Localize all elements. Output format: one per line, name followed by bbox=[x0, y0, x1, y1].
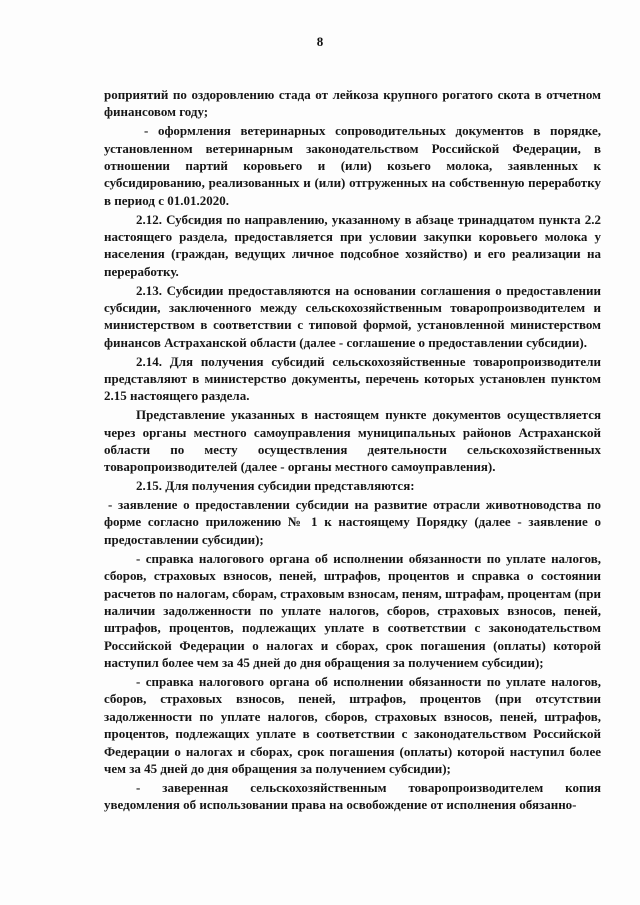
document-body bbox=[104, 86, 601, 815]
paragraph-vet-documents: - оформления ветеринарных сопроводительных документов в порядке, установленном ветеринарным законодательством Российской Федерации, в отношении партий коровьего и (или) козьего молока, заявленных к субсидированию, реализованных и (или) отгруженных на собственную переработку в период с 01.01.2020. bbox=[104, 123, 601, 208]
list-item-application: - заявление о предоставлении субсидии на развитие отрасли животноводства по форме согласно приложению № 1 к настоящему Порядку (далее - заявление о предоставлении субсидии); bbox=[104, 497, 601, 547]
page-number: 8 bbox=[316, 34, 324, 49]
paragraph-submission: Представление указанных в настоящем пункте документов осуществляется через органы местного самоуправления муниципальных районов Астраханской области по месту осуществления деятельности сельскохозяйственных товаропроизводителей (далее - органы местного самоуправления). bbox=[104, 407, 601, 475]
list-item-tax-certificate-no-debt: - справка налогового органа об исполнении обязанности по уплате налогов, сборов, страховых взносов, пеней, штрафов, процентов (при отсутствии задолженности по уплате налогов, сборов, страховых взносов, пеней, штрафов, процентов, подлежащих уплате в соответствии с законодательством Российской Федерации о налогах и сборах, срок погашения (оплаты) которой наступил более чем за 45 дней до дня обращения за получением субсидии); bbox=[104, 673, 601, 776]
paragraph-2-13: 2.13. Субсидии предоставляются на основании соглашения о предоставлении субсидии, заключенного между сельскохозяйственным товаропроизводителем и министерством в соответствии с типовой формой, установленной министерством финансов Астраханской области (далее - соглашение о предоставлении субсидии). bbox=[104, 282, 601, 350]
list-item-tax-certificate-with-debt: - справка налогового органа об исполнении обязанности по уплате налогов, сборов, страховых взносов, пеней, штрафов, процентов и справка о состоянии расчетов по налогам, сборам, страховым взносам, пеням, штрафам, процентам (при наличии задолженности по уплате налогов, сборов, страховых взносов, пеней, штрафов, процентов, подлежащих уплате в соответствии с законодательством Российской Федерации о налогах и сборах, срок погашения (оплаты) которой наступил более чем за 45 дней до дня обращения за получением субсидии); bbox=[104, 550, 601, 671]
list-item-notification-copy: - заверенная сельскохозяйственным товаропроизводителем копия уведомления об использовании права на освобождение от исполнения обязанно- bbox=[104, 779, 601, 813]
paragraph-2-14: 2.14. Для получения субсидий сельскохозяйственные товаропроизводители представляют в министерство документы, перечень которых установлен пунктом 2.15 настоящего раздела. bbox=[104, 353, 601, 404]
paragraph-2-12: 2.12. Субсидия по направлению, указанному в абзаце тринадцатом пункта 2.2 настоящего раздела, предоставляется при условии закупки коровьего молока у населения (граждан, ведущих личное подсобное хозяйство) и его реализации на переработку. bbox=[104, 211, 601, 279]
paragraph-continuation: роприятий по оздоровлению стада от лейкоза крупного рогатого скота в отчетном финансовом году; bbox=[104, 87, 601, 120]
paragraph-2-15: 2.15. Для получения субсидии представляются: bbox=[136, 478, 415, 494]
